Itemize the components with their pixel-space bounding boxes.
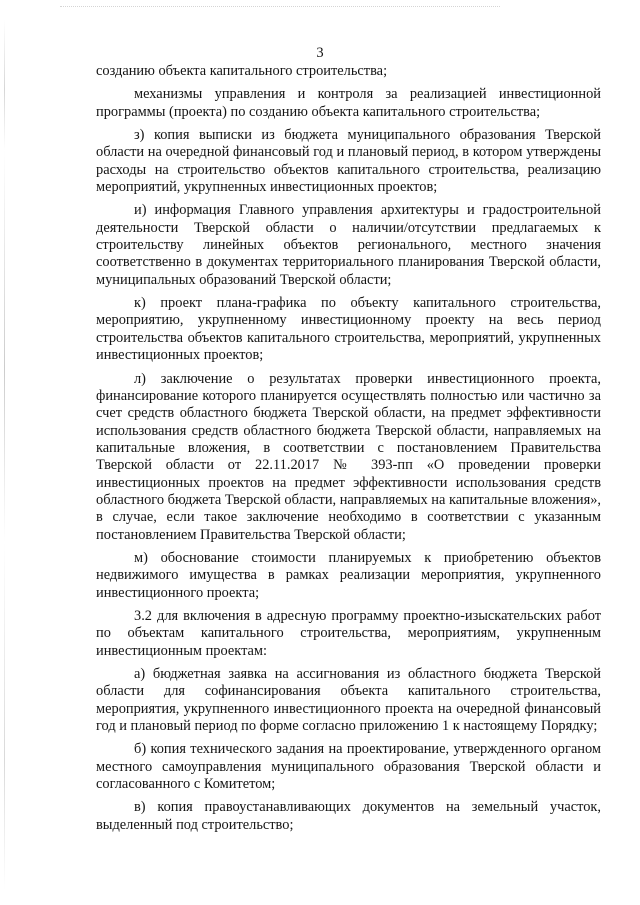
paragraph-item-m: м) обоснование стоимости планируемых к приобретению объектов недвижимого имущества в рамках реализации мероприятия, укрупненного инвестиционного проекта; (96, 549, 601, 601)
scan-top-artifact (60, 6, 500, 8)
paragraph-item-k: к) проект плана-графика по объекту капитального строительства, мероприятию, укрупненному инвестиционному проекту на весь период строительства объектов капитального строительства, мероприятий, укрупненных инвестиционных проектов; (96, 295, 601, 364)
paragraph-item-l: л) заключение о результатах проверки инвестиционного проекта, финансирование которого планируется осуществлять полностью или частично за счет средств областного бюджета Тверской области, на предмет эффективности использования средств областного бюджета Тверской области, направляемых на капитальные вложения, в соответствии с постановлением Правительства Тверской области от 22.11.2017 № 393-пп «О проведении проверки инвестиционных проектов на предмет эффективности использования средств областного бюджета Тверской области, направляемых на капитальные вложения», в случае, если такое заключение необходимо в соответствии с указанным постановлением Правительства Тверской области; (96, 370, 601, 543)
paragraph-item-b: б) копия технического задания на проектирование, утвержденного органом местного самоуправления муниципального образования Тверской области и согласованного с Комитетом; (96, 741, 601, 793)
paragraph: созданию объекта капитального строительства; (96, 63, 388, 79)
paragraph-section-3-2: 3.2 для включения в адресную программу проектно-изыскательских работ по объектам капитального строительства, мероприятиям, укрупненным инвестиционным проектам: (96, 607, 601, 659)
paragraph-item-a: а) бюджетная заявка на ассигнования из областного бюджета Тверской области для софинансирования объекта капитального строительства, мероприятия, укрупненного инвестиционного проекта на очередной финансовый год и плановый период по форме согласно приложению 1 к настоящему Порядку; (96, 666, 601, 735)
scan-edge-artifact (4, 20, 5, 890)
paragraph-item-i: и) информация Главного управления архитектуры и градостроительной деятельности Тверской области о наличии/отсутствии предлагаемых к строительству линейных объектов регионального, местного значения соответственно в документах территориального планирования Тверской области, муниципальных образований Тверской области; (96, 202, 601, 288)
paragraph-item-v: в) копия правоустанавливающих документов на земельный участок, выделенный под строительство; (96, 799, 601, 833)
page-number: 3 (316, 45, 324, 61)
paragraph-item-z: з) копия выписки из бюджета муниципального образования Тверской области на очередной финансовый год и плановый период, в котором утверждены расходы на строительство объектов капитального строительства, реализацию мероприятий, укрупненных инвестиционных проектов; (96, 127, 601, 196)
document-body (96, 63, 601, 840)
paragraph: механизмы управления и контроля за реализацией инвестиционной программы (проекта) по созданию объекта капитального строительства; (96, 86, 601, 120)
